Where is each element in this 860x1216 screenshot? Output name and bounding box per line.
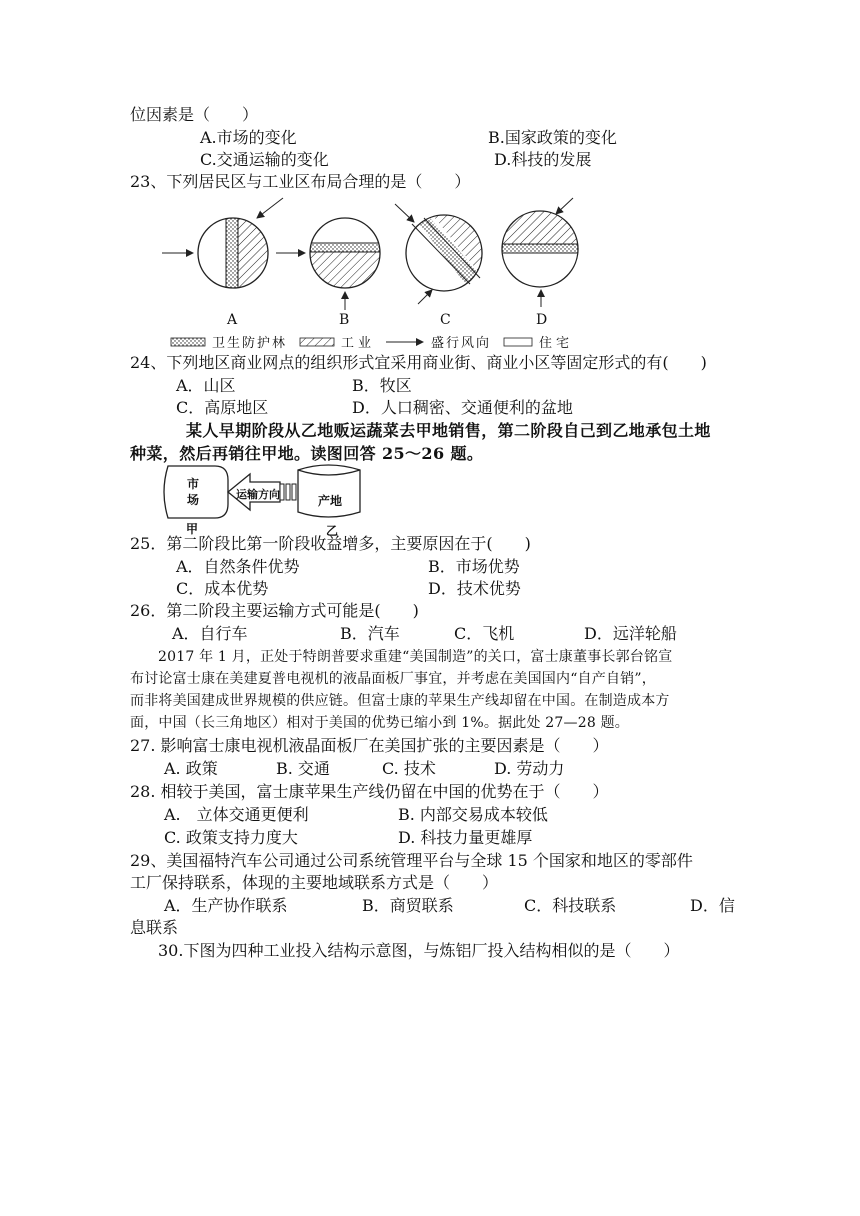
diagram-d (500, 198, 580, 307)
q27-stem: 27. 影响富士康电视机液晶面板厂在美国扩张的主要因素是（ ） (130, 736, 609, 755)
q28-option-a[interactable]: A. 立体交通更便利 (164, 805, 309, 824)
q29-option-b[interactable]: B．商贸联系 (362, 896, 454, 915)
q29-option-d-wrap: 息联系 (130, 918, 179, 937)
q26-option-c[interactable]: C．飞机 (454, 624, 515, 643)
q26-option-a[interactable]: A．自行车 (172, 624, 248, 643)
legend-industry: 工业 (341, 336, 376, 351)
q22-tail: 位因素是（ ） (130, 105, 259, 124)
q28-stem: 28. 相较于美国，富士康苹果生产线仍留在中国的优势在于（ ） (130, 782, 609, 801)
q24-option-a[interactable]: A．山区 (176, 376, 236, 395)
material2-line2: 布讨论富士康在美建夏普电视机的液晶面板厂事宜，并考虑在美国国内“自产自销”， (130, 671, 656, 687)
q24-option-b[interactable]: B．牧区 (352, 376, 412, 395)
q28-option-c[interactable]: C. 政策支持力度大 (164, 828, 298, 847)
q25-option-a[interactable]: A．自然条件优势 (176, 557, 300, 576)
diagram-a (162, 198, 283, 295)
q24-option-c[interactable]: C．高原地区 (176, 398, 269, 417)
q22-option-b[interactable]: B.国家政策的变化 (488, 128, 617, 147)
q28-option-b[interactable]: B. 内部交易成本较低 (398, 805, 548, 824)
q25-stem: 25．第二阶段比第一阶段收益增多，主要原因在于( ) (130, 534, 531, 553)
q23-stem: 23、下列居民区与工业区布局合理的是（ ） (130, 172, 471, 191)
q26-option-d[interactable]: D．远洋轮船 (584, 624, 677, 643)
material2-line3: 而非将美国建成世界规模的供应链。但富士康的苹果生产线却留在中国。在制造成本方 (130, 693, 670, 709)
material1-line2: 种菜，然后再销往甲地。读图回答 25～26 题。 (130, 444, 484, 463)
q25-option-d[interactable]: D．技术优势 (428, 579, 521, 598)
origin-label: 产地 (318, 494, 343, 508)
diagram-c (395, 204, 500, 304)
q25-option-b[interactable]: B．市场优势 (428, 557, 520, 576)
q24-stem: 24、下列地区商业网点的组织形式宜采用商业街、商业小区等固定形式的有( ) (130, 353, 707, 372)
q26-stem: 26．第二阶段主要运输方式可能是( ) (130, 601, 419, 620)
legend-wind: 盛行风向 (431, 336, 492, 351)
q24-option-d[interactable]: D．人口稠密、交通便利的盆地 (352, 398, 573, 417)
legend-residential: 住宅 (539, 336, 574, 351)
q29-line1: 29、美国福特汽车公司通过公司系统管理平台与全球 15 个国家和地区的零部件 (130, 851, 693, 870)
q27-option-a[interactable]: A. 政策 (164, 759, 218, 778)
q29-option-d[interactable]: D．信 (690, 896, 735, 915)
diagram-label-c: C (440, 312, 451, 328)
legend-forest: 卫生防护林 (212, 336, 288, 351)
label-yi: 乙 (326, 524, 339, 538)
diagram-label-b: B (339, 312, 350, 328)
q22-option-c[interactable]: C.交通运输的变化 (200, 150, 329, 169)
market-label (186, 476, 200, 508)
market-char-2: 场 (186, 493, 199, 507)
market-char-1: 市 (186, 477, 199, 491)
diagram-legend (170, 332, 573, 351)
diagram-label-a: A (227, 312, 238, 328)
q30-stem: 30.下图为四种工业投入结构示意图，与炼铝厂投入结构相似的是（ ） (158, 941, 680, 960)
material2-line1: 2017 年 1 月，正处于特朗普要求重建“美国制造”的关口，富士康董事长郭台铭宣 (158, 649, 673, 665)
q22-option-d[interactable]: D.科技的发展 (494, 150, 592, 169)
label-jia: 甲 (186, 522, 199, 536)
q27-option-b[interactable]: B. 交通 (276, 759, 330, 778)
q28-option-d[interactable]: D. 科技力量更雄厚 (398, 828, 533, 847)
q29-line2: 工厂保持联系，体现的主要地域联系方式是（ ） (130, 873, 499, 892)
material2-line4: 面，中国（长三角地区）相对于美国的优势已缩小到 1%。据此处 27—28 题。 (130, 715, 629, 731)
q29-option-c[interactable]: C．科技联系 (524, 896, 617, 915)
q27-option-c[interactable]: C. 技术 (382, 759, 436, 778)
diagram-label-d: D (536, 312, 548, 328)
q22-option-a[interactable]: A.市场的变化 (200, 128, 297, 147)
diagram-b (276, 215, 385, 310)
material1-line1: 某人早期阶段从乙地贩运蔬菜去甲地销售，第二阶段自己到乙地承包土地 (186, 421, 711, 440)
q29-option-a[interactable]: A．生产协作联系 (164, 896, 288, 915)
q25-option-c[interactable]: C．成本优势 (176, 579, 269, 598)
q27-option-d[interactable]: D. 劳动力 (494, 759, 565, 778)
layout-diagram (0, 0, 860, 340)
q26-option-b[interactable]: B．汽车 (340, 624, 400, 643)
direction-label: 运输方向 (236, 488, 280, 501)
